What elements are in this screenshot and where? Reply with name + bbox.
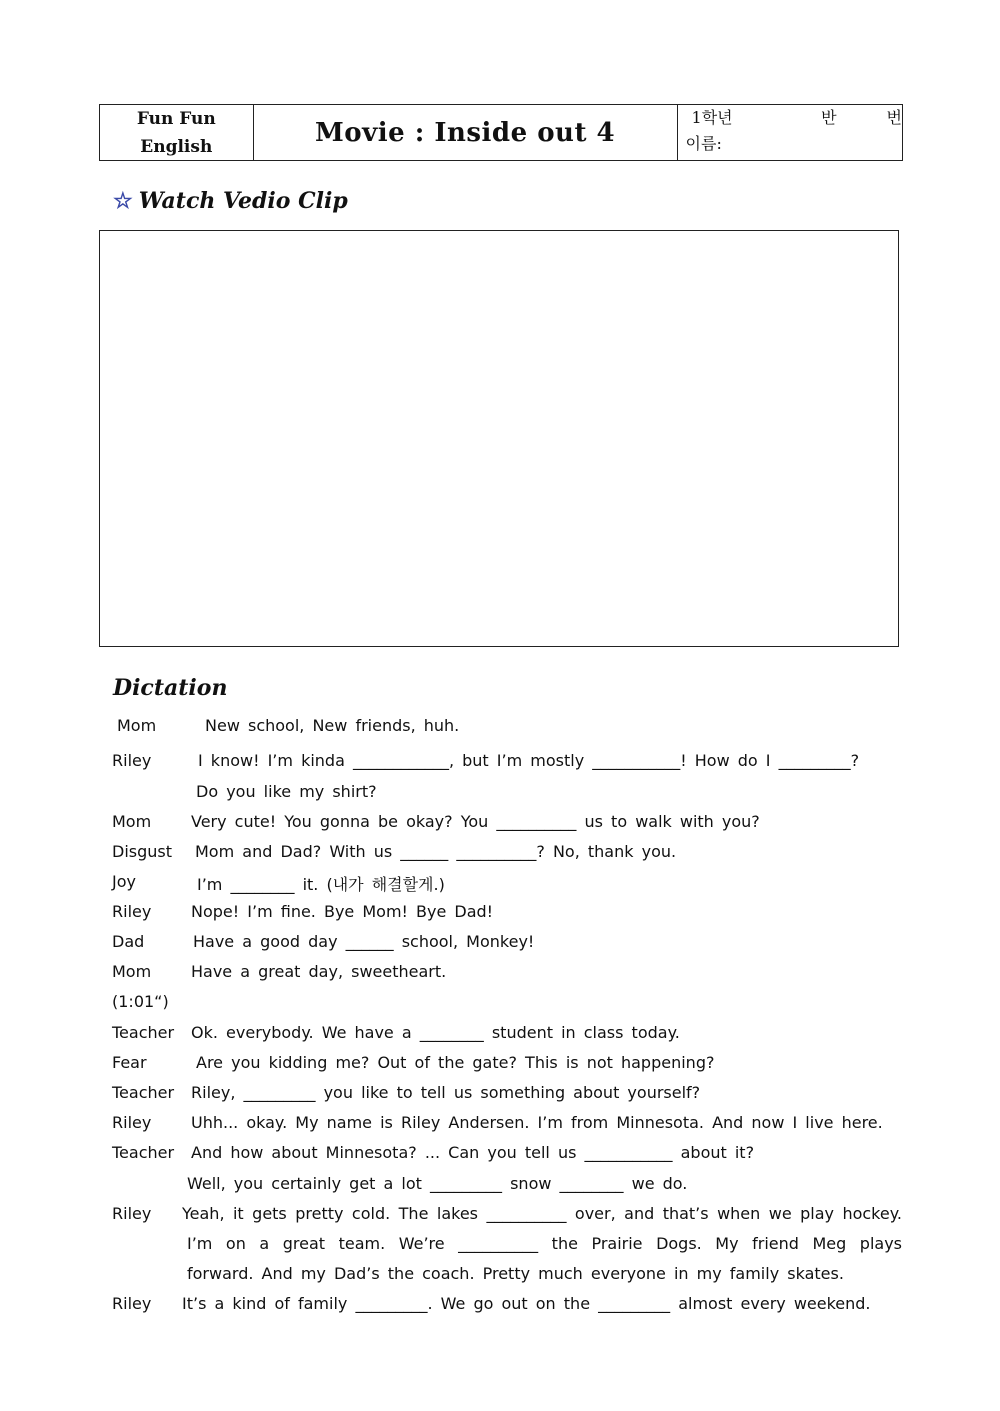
dialog-line: Are you kidding me? Out of the gate? This is not happening?	[196, 1053, 715, 1072]
speaker-name: Dad	[112, 932, 145, 951]
dialog-line: Very cute! You gonna be okay? You __________ us to walk with you?	[191, 812, 760, 831]
grade-label: 1학년	[691, 108, 733, 127]
dialog-line: Ok. everybody. We have a ________ student in class today.	[191, 1023, 680, 1042]
speaker-name: Riley	[112, 902, 152, 921]
name-label: 이름:	[685, 134, 722, 153]
dialog-line: New school, New friends, huh.	[205, 716, 460, 735]
speaker-name: Riley	[112, 751, 152, 770]
speaker-name: Riley	[112, 1204, 152, 1223]
speaker-name: Disgust	[112, 842, 173, 861]
brand-line-1: Fun Fun	[136, 109, 216, 129]
dialog-line: It’s a kind of family _________. We go out on the _________ almost every weekend.	[182, 1294, 871, 1313]
dialog-line: I’m ________ it. (내가 해결할게.)	[197, 875, 445, 894]
speaker-name: Mom	[112, 812, 152, 831]
dialog-line: forward. And my Dad’s the coach. Pretty much everyone in my family skates.	[187, 1264, 844, 1283]
speaker-name: Teacher	[112, 1023, 175, 1042]
student-info-cell	[678, 105, 902, 160]
dialog-line: Nope! I’m fine. Bye Mom! Bye Dad!	[191, 902, 494, 921]
worksheet-header	[99, 104, 903, 161]
dialog-line: Well, you certainly get a lot _________ snow ________ we do.	[187, 1174, 688, 1193]
video-clip-frame[interactable]	[99, 230, 899, 647]
number-label: 번	[886, 108, 902, 127]
video-section-label: Watch Vedio Clip	[138, 188, 348, 214]
dialog-line: Have a good day ______ school, Monkey!	[193, 932, 535, 951]
class-label: 반	[821, 108, 837, 127]
dialog-line: Do you like my shirt?	[196, 782, 377, 801]
dialog-line: I know! I’m kinda ____________, but I’m mostly ___________! How do I _________?	[198, 751, 860, 770]
brand-cell	[100, 105, 254, 160]
dialog-line: Uhh... okay. My name is Riley Andersen. I’m from Minnesota. And now I live here.	[191, 1113, 883, 1132]
star-icon: ☆	[113, 188, 133, 214]
dialog-line: Mom and Dad? With us ______ __________? No, thank you.	[195, 842, 677, 861]
brand-line-2: English	[140, 137, 213, 157]
speaker-name: Mom	[112, 962, 152, 981]
speaker-name: (1:01“)	[112, 992, 169, 1011]
video-section-title	[113, 188, 348, 214]
speaker-name: Fear	[112, 1053, 147, 1072]
dialog-line: Yeah, it gets pretty cold. The lakes __________ over, and that’s when we play hockey.	[182, 1204, 902, 1223]
worksheet-title: Movie : Inside out 4	[254, 105, 678, 160]
speaker-name: Riley	[112, 1294, 152, 1313]
dictation-title: Dictation	[113, 675, 228, 701]
speaker-name: Teacher	[112, 1083, 175, 1102]
speaker-name: Teacher	[112, 1143, 175, 1162]
speaker-name: Riley	[112, 1113, 152, 1132]
dialog-line: I’m on a great team. We’re __________ the Prairie Dogs. My friend Meg plays	[187, 1234, 902, 1253]
speaker-name: Joy	[112, 872, 136, 891]
dialog-line: And how about Minnesota? ... Can you tell us ___________ about it?	[191, 1143, 755, 1162]
dialog-line: Riley, _________ you like to tell us something about yourself?	[191, 1083, 701, 1102]
speaker-name: Mom	[117, 716, 157, 735]
dialog-line: Have a great day, sweetheart.	[191, 962, 447, 981]
